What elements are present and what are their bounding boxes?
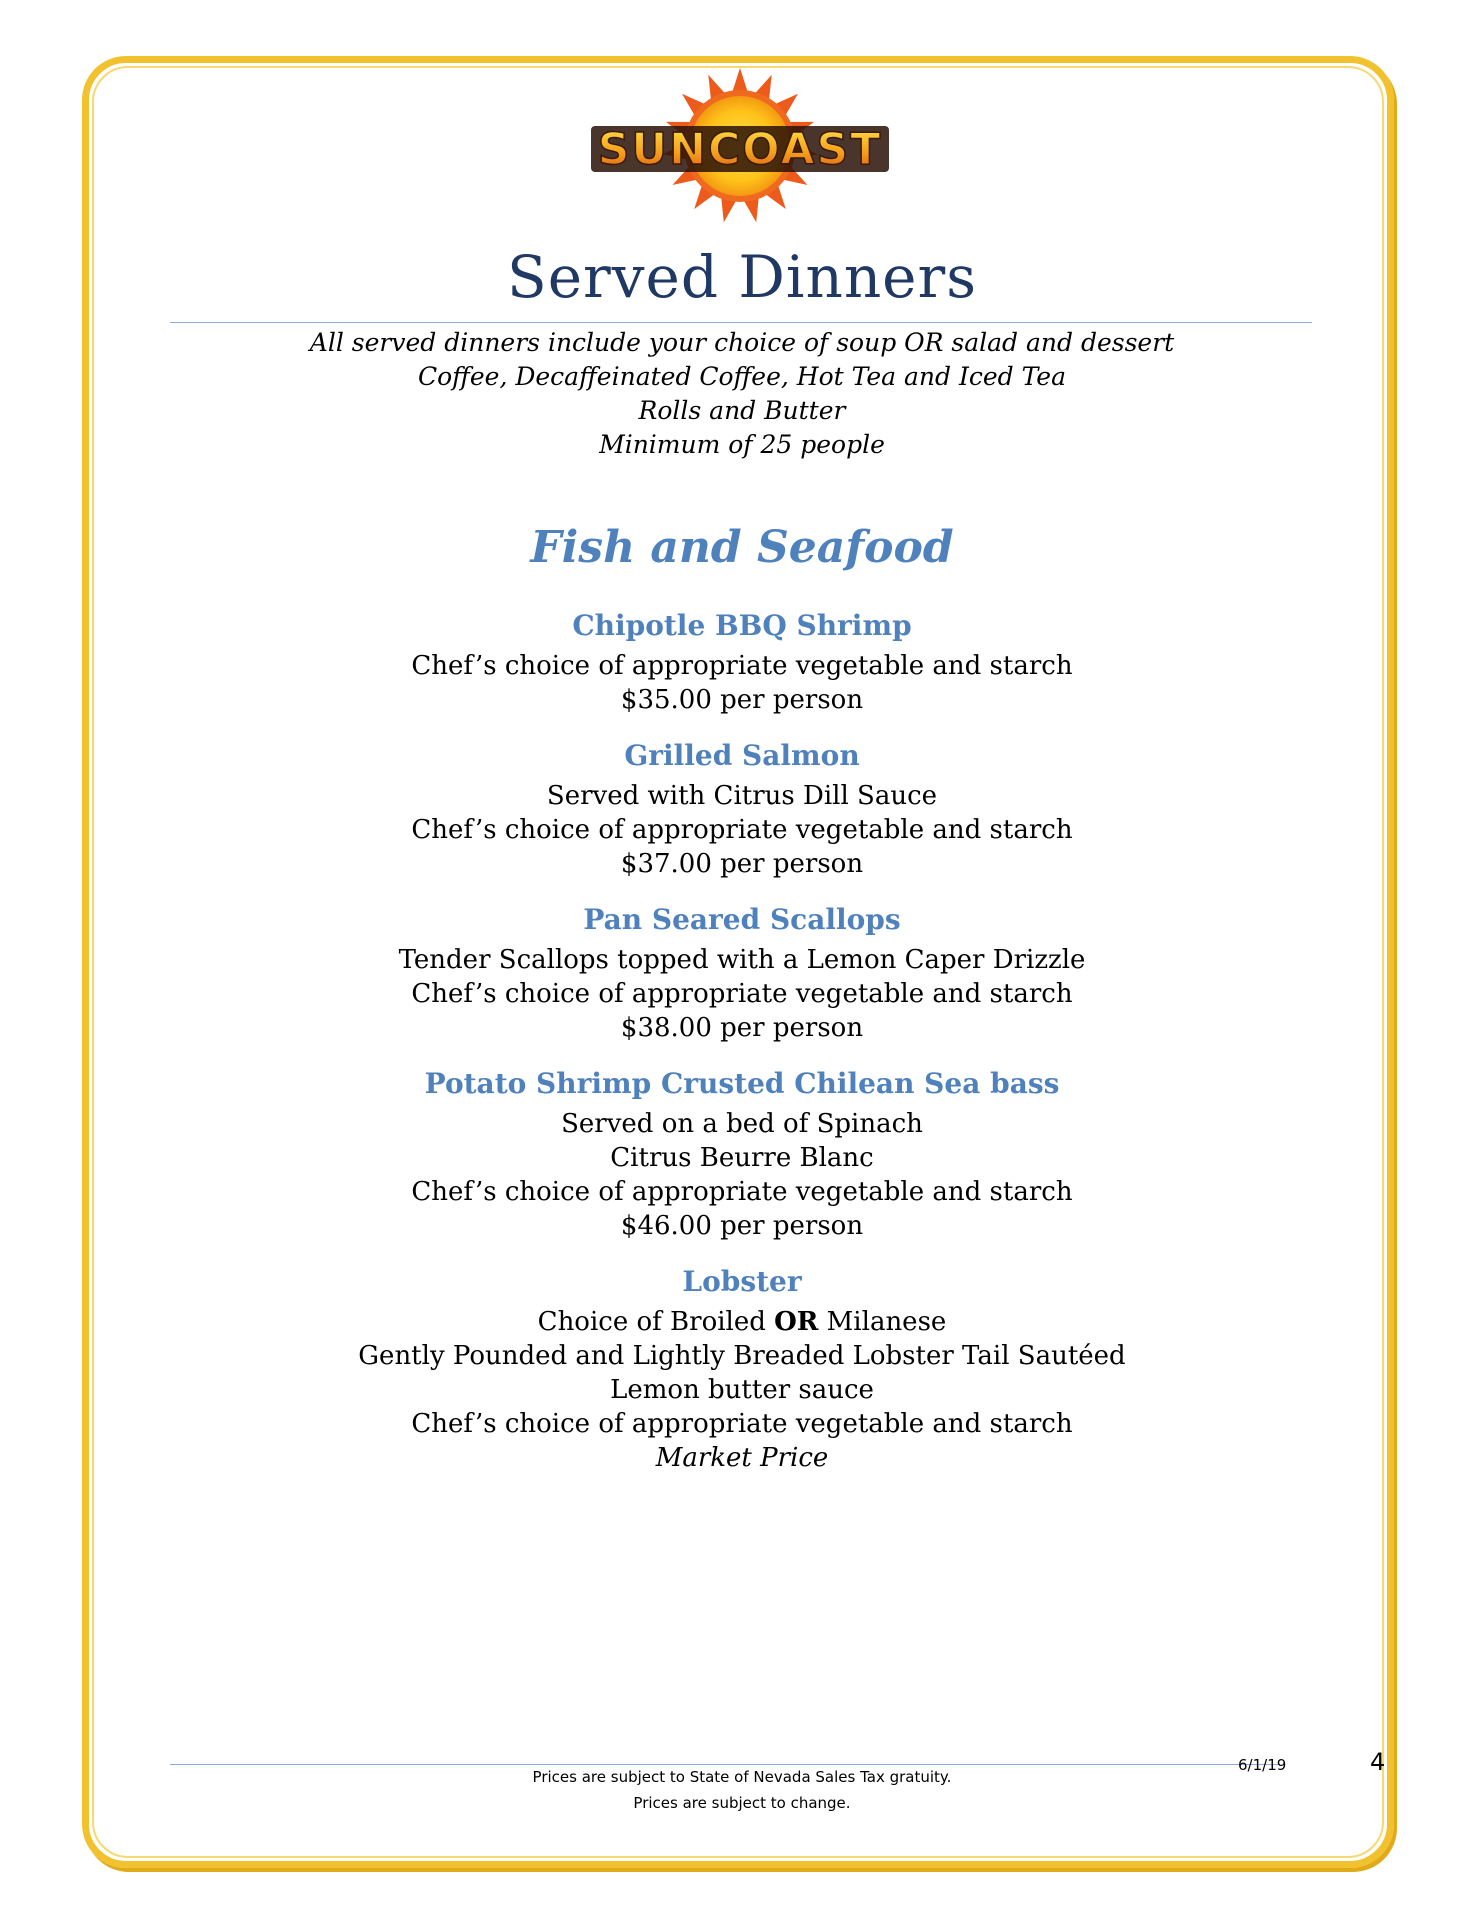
menu-item-name: Pan Seared Scallops [583,903,901,936]
menu-item-description: Citrus Beurre Blanc [610,1143,874,1173]
menu-item [0,1263,1484,1475]
menu-item-description: Chef’s choice of appropriate vegetable and starch [411,651,1073,681]
menu-item-name: Chipotle BBQ Shrimp [572,609,912,642]
menu-item-description: Chef’s choice of appropriate vegetable and starch [411,1409,1073,1439]
menu-item-price: $46.00 per person [620,1211,864,1241]
intro-line: All served dinners include your choice of soup OR salad and dessert [309,328,1175,357]
menu-item [0,737,1484,881]
menu-item-description: Served with Citrus Dill Sauce [546,781,938,811]
menu-item-price: Market Price [655,1443,829,1473]
menu-list [0,607,1484,1495]
menu-item-description: Gently Pounded and Lightly Breaded Lobster Tail Sautéed [358,1341,1126,1371]
menu-item-price: $38.00 per person [620,1013,864,1043]
menu-item [0,901,1484,1045]
choice-text: Choice of Broiled [537,1307,775,1337]
page-number: 4 [1370,1748,1386,1776]
menu-item-description [0,1305,1484,1339]
logo-text: SUNCOAST [597,124,883,175]
suncoast-logo [585,66,895,226]
menu-item-name: Grilled Salmon [624,739,860,772]
menu-item-description: Chef’s choice of appropriate vegetable and starch [411,979,1073,1009]
intro-line: Minimum of 25 people [599,430,885,459]
footer-date: 6/1/19 [1238,1756,1287,1774]
menu-item [0,607,1484,717]
menu-item-price: $35.00 per person [620,685,864,715]
menu-item-description: Served on a bed of Spinach [561,1109,923,1139]
menu-item-description: Chef’s choice of appropriate vegetable and starch [411,815,1073,845]
menu-item-price: $37.00 per person [620,849,864,879]
menu-item-description: Chef’s choice of appropriate vegetable and starch [411,1177,1073,1207]
menu-item [0,1065,1484,1243]
choice-text: Milanese [818,1307,947,1337]
page-title: Served Dinners [506,243,977,311]
intro-line: Coffee, Decaffeinated Coffee, Hot Tea and Iced Tea [417,362,1067,391]
menu-item-name: Lobster [682,1265,802,1298]
title-divider [170,322,1312,323]
menu-item-name: Potato Shrimp Crusted Chilean Sea bass [424,1067,1060,1100]
intro-line: Rolls and Butter [638,396,846,425]
footer-tax-note: Prices are subject to State of Nevada Sales Tax gratuity. [532,1768,952,1786]
choice-or: OR [774,1307,819,1337]
menu-item-description: Tender Scallops topped with a Lemon Caper Drizzle [398,945,1086,975]
section-heading: Fish and Seafood [530,522,954,573]
intro-block [0,326,1484,462]
menu-item-description: Lemon butter sauce [610,1375,874,1405]
footer-change-note: Prices are subject to change. [633,1794,851,1812]
